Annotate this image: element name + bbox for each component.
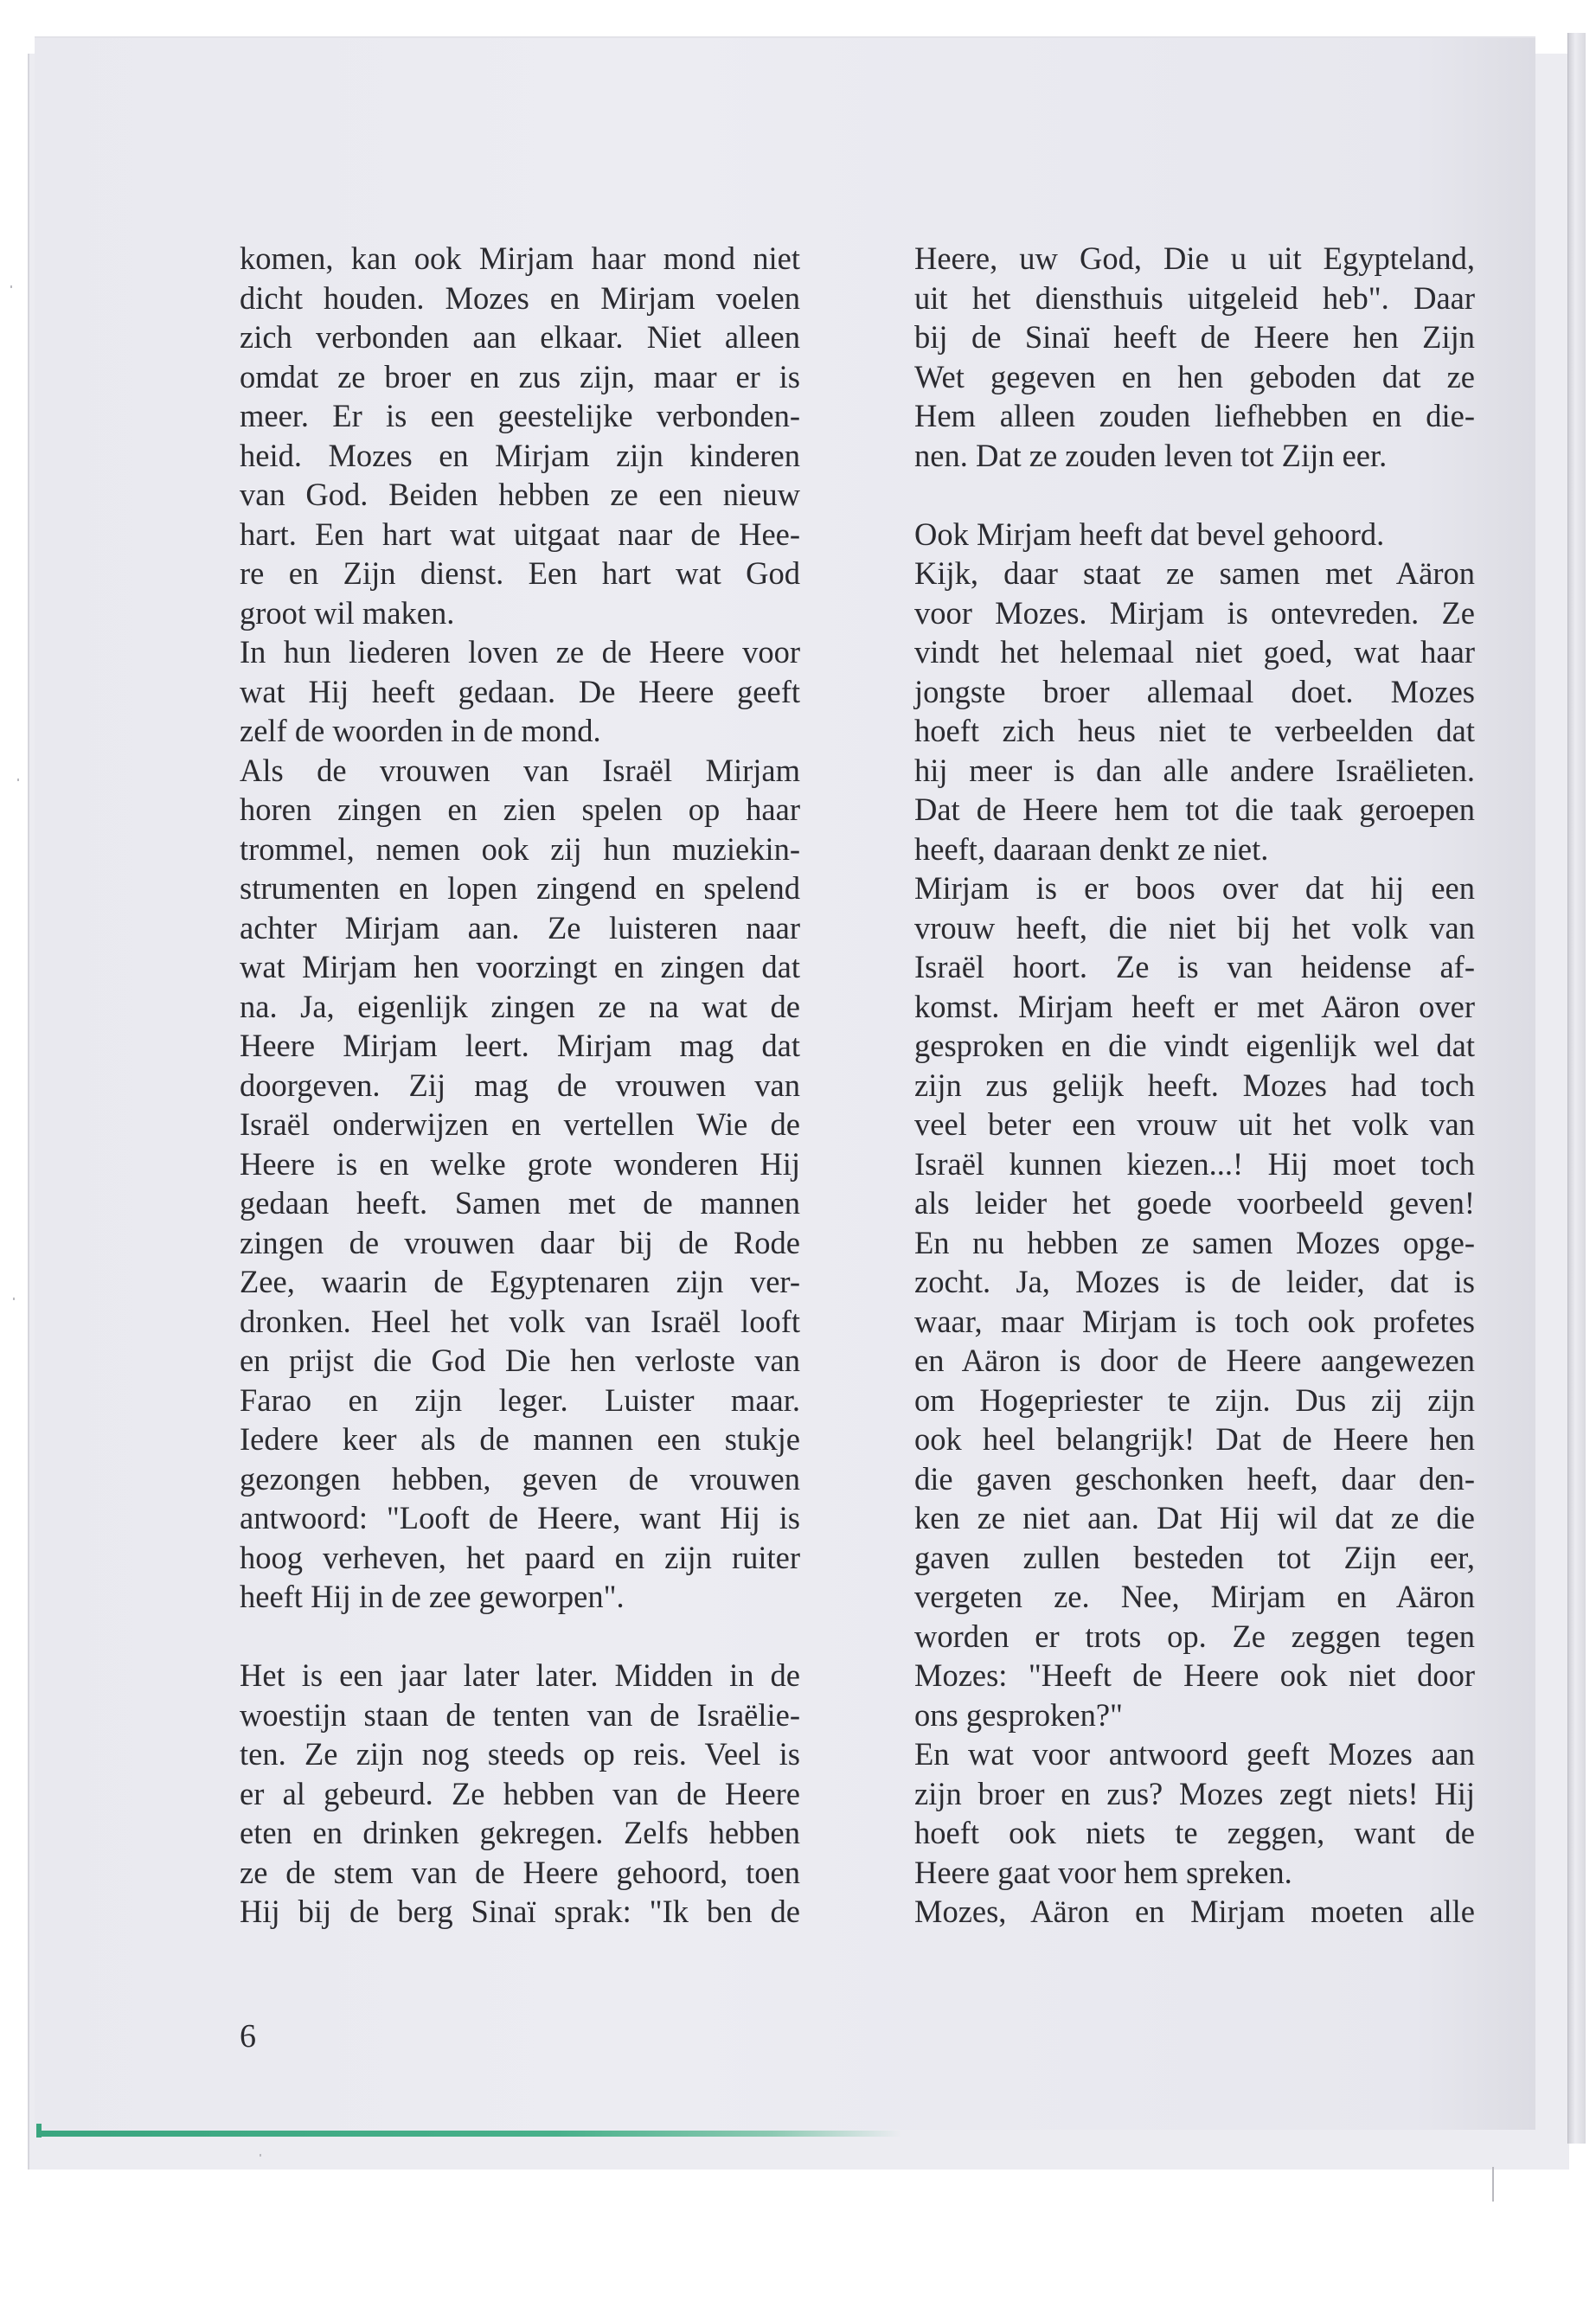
scan-mark [1492, 2167, 1494, 2202]
scan-speck [13, 1298, 15, 1300]
text-line: ken ze niet aan. Dat Hij wil dat ze die [914, 1500, 1475, 1535]
text-line: vergeten ze. Nee, Mirjam en Aäron [914, 1579, 1475, 1614]
text-line: gesproken en die vindt eigenlijk wel dat [914, 1028, 1475, 1063]
text-line: Het is een jaar later later. Midden in de [240, 1657, 800, 1693]
text-line: er al gebeurd. Ze hebben van de Heere [240, 1775, 800, 1811]
text-line: vindt het helemaal niet goed, wat haar [914, 634, 1475, 670]
text-line: en Aäron is door de Heere aangewezen [914, 1343, 1475, 1378]
text-line: re en Zijn dienst. Een hart wat God [240, 555, 800, 591]
text-line: In hun liederen loven ze de Heere voor [240, 634, 800, 670]
text-line: heid. Mozes en Mirjam zijn kinderen [240, 437, 800, 473]
text-line: Heere gaat voor hem spreken. [914, 1854, 1292, 1890]
text-line: Heere is en welke grote wonderen Hij [240, 1145, 800, 1182]
text-line: nen. Dat ze zouden leven tot Zijn eer. [914, 437, 1388, 473]
text-line: strumenten en lopen zingend en spelend [240, 870, 800, 906]
text-line: vrouw heeft, die niet bij het volk van [914, 909, 1475, 945]
scan-speck [260, 2154, 261, 2157]
scan-speck [10, 285, 12, 288]
text-line: gaven zullen besteden tot Zijn eer, [914, 1539, 1475, 1575]
text-line: heeft Hij in de zee geworpen". [240, 1579, 625, 1614]
page-number: 6 [240, 2018, 256, 2054]
paragraph-gap [240, 1617, 800, 1657]
text-line: dicht houden. Mozes en Mirjam voelen [240, 279, 800, 316]
text-line: Iedere keer als de mannen een stukje [240, 1421, 800, 1457]
right-text-column [914, 239, 1475, 1932]
text-line: hoog verheven, het paard en zijn ruiter [240, 1539, 800, 1575]
text-line: ons gesproken?" [914, 1696, 1123, 1733]
text-line: worden er trots op. Ze zeggen tegen [914, 1618, 1475, 1654]
text-line: hij meer is dan alle andere Israëlieten. [914, 752, 1475, 788]
text-line: zijn broer en zus? Mozes zegt niets! Hij [914, 1775, 1475, 1811]
text-line: Wet gegeven en hen geboden dat ze [914, 358, 1475, 394]
text-line: ze de stem van de Heere gehoord, toen [240, 1854, 800, 1890]
text-line: Farao en zijn leger. Luister maar. [240, 1381, 800, 1418]
text-line: En wat voor antwoord geeft Mozes aan [914, 1736, 1475, 1772]
text-line: wat Hij heeft gedaan. De Heere geeft [240, 673, 800, 709]
text-line: uit het diensthuis uitgeleid heb". Daar [914, 279, 1475, 316]
text-line: meer. Er is een geestelijke verbonden- [240, 398, 800, 433]
text-line: van God. Beiden hebben ze een nieuw [240, 477, 800, 512]
text-line: heeft, daaraan denkt ze niet. [914, 830, 1269, 867]
text-line: hoeft zich heus niet te verbeelden dat [914, 713, 1475, 748]
text-line: Heere Mirjam leert. Mirjam mag dat [240, 1028, 800, 1063]
text-line: Israël kunnen kiezen...! Hij moet toch [914, 1145, 1475, 1182]
text-line: waar, maar Mirjam is toch ook profetes [914, 1303, 1475, 1339]
text-line: Zee, waarin de Egyptenaren zijn ver- [240, 1264, 800, 1299]
text-line: horen zingen en zien spelen op haar [240, 792, 800, 827]
text-line: achter Mirjam aan. Ze luisteren naar [240, 909, 800, 945]
text-line: omdat ze broer en zus zijn, maar er is [240, 358, 800, 394]
text-line: Mozes: "Heeft de Heere ook niet door [914, 1657, 1475, 1693]
left-text-column [240, 239, 800, 1932]
text-line: groot wil maken. [240, 594, 455, 631]
text-line: veel beter een vrouw uit het volk van [914, 1106, 1475, 1142]
text-line: antwoord: "Looft de Heere, want Hij is [240, 1500, 800, 1535]
text-line: die gaven geschonken heeft, daar den- [914, 1460, 1475, 1497]
text-line: jongste broer allemaal doet. Mozes [914, 673, 1475, 709]
paragraph-gap [914, 475, 1475, 515]
text-line: Kijk, daar staat ze samen met Aäron [914, 555, 1475, 591]
text-line: Mozes, Aäron en Mirjam moeten alle [914, 1894, 1475, 1929]
text-line: hart. Een hart wat uitgaat naar de Hee- [240, 516, 800, 552]
text-line: dronken. Heel het volk van Israël looft [240, 1303, 800, 1339]
cover-edge-green [36, 2131, 901, 2137]
text-line: Ook Mirjam heeft dat bevel gehoord. [914, 516, 1385, 552]
text-line: woestijn staan de tenten van de Israëlie- [240, 1696, 800, 1733]
text-line: na. Ja, eigenlijk zingen ze na wat de [240, 988, 800, 1024]
text-line: eten en drinken gekregen. Zelfs hebben [240, 1815, 800, 1850]
text-line: zingen de vrouwen daar bij de Rode [240, 1224, 800, 1260]
text-line: ten. Ze zijn nog steeds op reis. Veel is [240, 1736, 800, 1772]
text-line: voor Mozes. Mirjam is ontevreden. Ze [914, 594, 1475, 631]
text-line: hoeft ook niets te zeggen, want de [914, 1815, 1475, 1850]
text-line: zijn zus gelijk heeft. Mozes had toch [914, 1067, 1475, 1103]
scan-speck [17, 779, 19, 781]
page-edge-right [1567, 33, 1586, 2144]
text-line: Hij bij de berg Sinaï sprak: "Ik ben de [240, 1894, 800, 1929]
text-line: Hem alleen zouden liefhebben en die- [914, 398, 1475, 433]
text-line: En nu hebben ze samen Mozes opge- [914, 1224, 1475, 1260]
text-line: zelf de woorden in de mond. [240, 713, 601, 748]
text-line: gezongen hebben, geven de vrouwen [240, 1460, 800, 1497]
text-line: bij de Sinaï heeft de Heere hen Zijn [914, 319, 1475, 355]
text-line: zocht. Ja, Mozes is de leider, dat is [914, 1264, 1475, 1299]
text-line: zich verbonden aan elkaar. Niet alleen [240, 319, 800, 355]
text-line: en prijst die God Die hen verloste van [240, 1343, 800, 1378]
text-line: Als de vrouwen van Israël Mirjam [240, 752, 800, 788]
text-line: gedaan heeft. Samen met de mannen [240, 1185, 800, 1221]
text-line: Israël onderwijzen en vertellen Wie de [240, 1106, 800, 1142]
text-line: Dat de Heere hem tot die taak geroepen [914, 792, 1475, 827]
text-line: ook heel belangrijk! Dat de Heere hen [914, 1421, 1475, 1457]
text-line: als leider het goede voorbeeld geven! [914, 1185, 1475, 1221]
text-line: wat Mirjam hen voorzingt en zingen dat [240, 949, 800, 984]
text-line: trommel, nemen ook zij hun muziekin- [240, 830, 800, 867]
text-line: doorgeven. Zij mag de vrouwen van [240, 1067, 800, 1103]
text-line: komst. Mirjam heeft er met Aäron over [914, 988, 1475, 1024]
text-line: Israël hoort. Ze is van heidense af- [914, 949, 1475, 984]
text-line: Heere, uw God, Die u uit Egypteland, [914, 240, 1475, 276]
text-line: om Hogepriester te zijn. Dus zij zijn [914, 1381, 1475, 1418]
text-line: Mirjam is er boos over dat hij een [914, 870, 1475, 906]
text-line: komen, kan ook Mirjam haar mond niet [240, 240, 800, 276]
